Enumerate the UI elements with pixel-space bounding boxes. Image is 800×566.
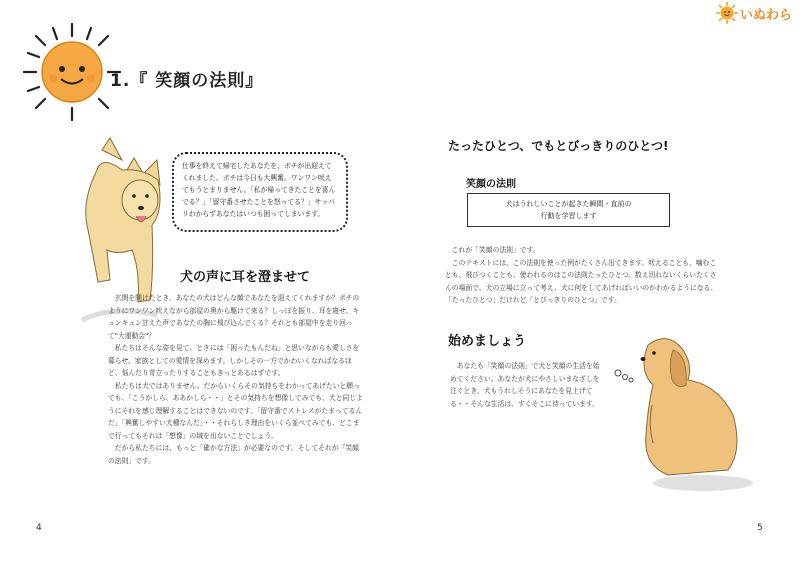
page-number-right: 5 xyxy=(757,523,763,533)
rule-box-text: 犬はうれしいことが起きた瞬間・直前の 行動を学習します xyxy=(505,200,632,220)
rule-subheading: 笑顔の法則 xyxy=(466,179,516,190)
sun-logo-icon xyxy=(716,2,738,24)
right-body-text-1: これが「笑顔の法則」です。 このテキストには、この法則を使った例がたくさん出てきます。吠えることも、噛むことも、飛びつくことも、使われるのはこの法則たったひとつ。数え切れないくらいたくさんの場面で、犬の立場に立って考え、犬に何をしてあげればいいのかわかるようになる、「たったひとつ」だけれど「とびっきりのひとつ」です。 xyxy=(445,246,718,304)
section-heading-listen: 犬の声に耳を澄ませて xyxy=(180,270,311,285)
section-heading-start: 始めましょう xyxy=(448,334,527,349)
site-logo xyxy=(716,2,792,24)
logo-text: いぬわら xyxy=(739,7,792,23)
sun-character-icon xyxy=(22,22,122,122)
page-number-left: 4 xyxy=(36,523,42,533)
right-main-heading: たったひとつ、でもとびっきりのひとつ! xyxy=(448,139,669,153)
right-body-text-2: あなたも「笑顔の法則」で犬と笑顔の生活を始めてください。あなたが犬にやさしいまなざしを注ぐとき、犬もうれしそうにあなたを見上げてる・・そんな生活は、すぐそこに待っています。 xyxy=(450,362,600,408)
left-body-text: 玄関を開けたとき、あなたの犬はどんな顔であなたを迎えてくれますか？ポチのようにワンワン吠えながら部屋の奥から駆けて来る？しっぽを振り、耳を寝せ、キュンキュン甘えた声であなたの胸に飛び込んでくる？それとも部屋中を走り回って"大運動会"？ 私たちはそんな姿を見て、ときには「困ったもんだね」と思いながらも愛しさを募らせ、家族としての愛情を深めます。しかしその一方でかわいくなればなるほど、悩んだり苛立ったりすることもきっとあるはずです。 私たちは犬ではありません。だからいくらその気持ちをわかってあげたいと願っても、「こうかしら、ああかしら・・」とその気持ちを想像してみても、犬と同じようにそれを感じ理解することはできないのです。「留守番でストレスがたまってるんだ」「興奮しやすい犬種なんだ」・・それらしき理由をいくら並べてみても、どこまで行ってもそれは「想像」の域を出ないことでしょう。 だから私たちには、もっと「確かな方法」が必要なのです。そしてそれが「笑顔の法則」です。 xyxy=(108,294,363,465)
speech-bubble: 仕事を終えて帰宅したあなたを、ポチが出迎えてくれました。ポチは今日も大興奮。ワンワン吠えてもうとまりません。「私が帰ってきたことを喜んでる？」「留守番させたことを怒ってる？」サッパリわからずあなたはいつも困ってしまいます。 xyxy=(172,152,348,232)
rule-box xyxy=(467,193,670,227)
sitting-dog-illustration xyxy=(608,325,758,495)
chapter-title: 1.『 笑顔の法則』 xyxy=(110,71,264,91)
